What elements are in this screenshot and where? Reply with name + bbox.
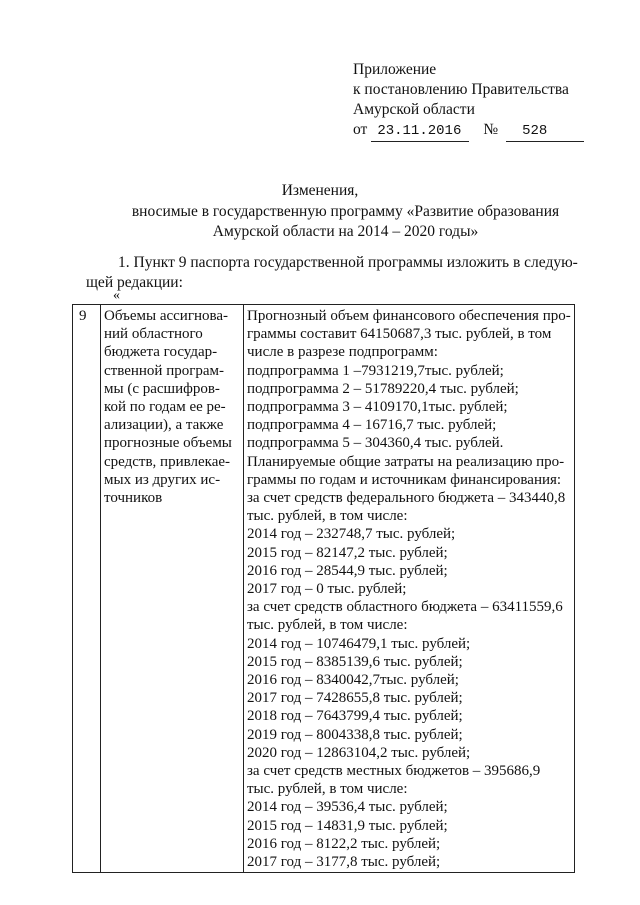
- row-name-cell: [101, 305, 244, 873]
- content-line: 2014 год – 232748,7 тыс. рублей;: [247, 526, 456, 543]
- name-line: ний областного: [104, 326, 203, 343]
- document-title: Изменения,: [281, 182, 359, 199]
- opening-quote: «: [113, 288, 120, 303]
- content-line: 2017 год – 0 тыс. рублей;: [247, 581, 407, 598]
- content-line: 2019 год – 8004338,8 тыс. рублей;: [247, 726, 463, 743]
- approval-header: [353, 60, 584, 142]
- content-line: тыс. рублей, в том числе:: [247, 781, 408, 798]
- content-line: 2015 год – 14831,9 тыс. рублей;: [247, 817, 448, 834]
- name-line: бюджета государ-: [104, 344, 218, 361]
- content-line: граммы составит 64150687,3 тыс. рублей, в том: [247, 326, 552, 343]
- content-line: подпрограмма 1 –7931219,7тыс. рублей;: [247, 362, 504, 379]
- header-line-resolution: к постановлению Правительства: [353, 81, 569, 98]
- name-line: точников: [104, 490, 163, 507]
- content-line: подпрограмма 2 – 51789220,4 тыс. рублей;: [247, 380, 519, 397]
- content-line: за счет средств областного бюджета – 63411559,6: [247, 599, 563, 616]
- content-line: Прогнозный объем финансового обеспечения про-: [247, 308, 571, 324]
- content-line: 2015 год – 82147,2 тыс. рублей;: [247, 544, 448, 561]
- date-prefix: от: [353, 121, 368, 138]
- header-line-appendix: Приложение: [353, 61, 437, 78]
- content-line: за счет средств федерального бюджета – 343440,8: [247, 490, 566, 507]
- paragraph-line-2: щей редакции:: [86, 274, 183, 291]
- passport-table: [72, 304, 575, 873]
- name-line: Объемы ассигнова-: [104, 308, 229, 324]
- name-line: мы (с расшифров-: [104, 380, 220, 397]
- content-line: Планируемые общие затраты на реализацию про-: [247, 453, 565, 470]
- content-line: числе в разрезе подпрограмм:: [247, 344, 438, 361]
- content-line: 2016 год – 28544,9 тыс. рублей;: [247, 562, 448, 579]
- content-line: тыс. рублей, в том числе:: [247, 508, 408, 525]
- name-line: кой по годам ее ре-: [104, 399, 226, 416]
- paragraph-line-1: 1. Пункт 9 паспорта государственной программы изложить в следую-: [118, 254, 578, 271]
- content-line: подпрограмма 4 – 16716,7 тыс. рублей;: [247, 417, 497, 434]
- content-line: подпрограмма 3 – 4109170,1тыс. рублей;: [247, 399, 508, 416]
- resolution-date: 23.11.2016: [371, 121, 469, 142]
- content-line: 2017 год – 3177,8 тыс. рублей;: [247, 854, 441, 871]
- name-line: прогнозные объемы: [104, 435, 232, 452]
- name-line: ственной програм-: [104, 362, 225, 379]
- content-line: 2016 год – 8340042,7тыс. рублей;: [247, 672, 459, 689]
- header-line-region: Амурской области: [353, 101, 475, 118]
- content-line: 2015 год – 8385139,6 тыс. рублей;: [247, 653, 463, 670]
- content-line: 2017 год – 7428655,8 тыс. рублей;: [247, 690, 463, 707]
- content-line: 2018 год – 7643799,4 тыс. рублей;: [247, 708, 463, 725]
- row-number-cell: 9: [73, 305, 101, 873]
- name-line: мых из других ис-: [104, 471, 221, 488]
- resolution-number: 528: [506, 121, 584, 142]
- document-subtitle: вносимые в государственную программу «Развитие образования Амурской области на 2014 – 2020 годы»: [131, 203, 560, 240]
- content-line: 2014 год – 10746479,1 тыс. рублей;: [247, 635, 471, 652]
- table-row: [73, 305, 575, 873]
- content-line: за счет средств местных бюджетов – 395686,9: [247, 763, 541, 780]
- header-date-row: [353, 120, 584, 142]
- name-line: средств, привлекае-: [104, 453, 230, 470]
- content-line: подпрограмма 5 – 304360,4 тыс. рублей.: [247, 435, 504, 452]
- amendment-paragraph: [86, 253, 582, 293]
- content-line: 2014 год – 39536,4 тыс. рублей;: [247, 799, 448, 816]
- name-line: ализации), а также: [104, 417, 224, 434]
- row-content-cell: [244, 305, 575, 873]
- content-line: граммы по годам и источникам финансирования:: [247, 471, 562, 488]
- number-label: №: [483, 121, 499, 138]
- content-line: 2016 год – 8122,2 тыс. рублей;: [247, 835, 441, 852]
- content-line: тыс. рублей, в том числе:: [247, 617, 408, 634]
- content-line: 2020 год – 12863104,2 тыс. рублей;: [247, 744, 471, 761]
